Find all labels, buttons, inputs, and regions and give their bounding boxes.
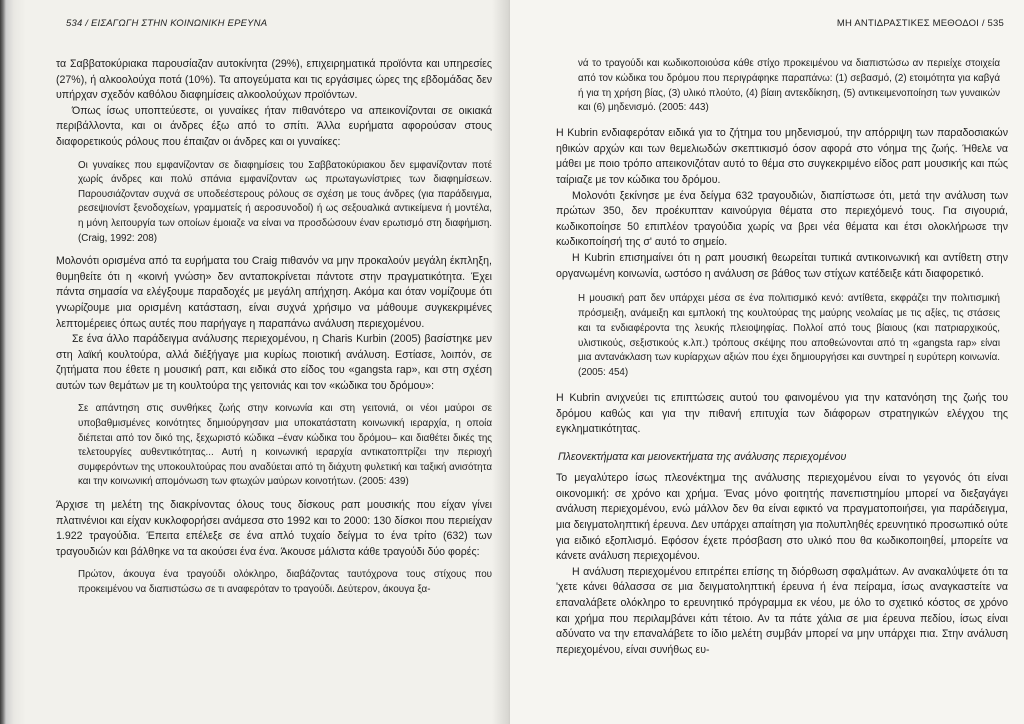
section-heading: Πλεονεκτήματα και μειονεκτήματα της ανάλυσης περιεχομένου	[558, 450, 847, 463]
left-paragraph: τα Σαββατοκύριακα παρουσίαζαν αυτοκίνητα (29%), επιχειρηματικά προϊόντα και υπηρεσίες (27%), ή αλκοολούχα ποτά (10%). Τα απογεύματα και τις εργάσιμες ώρες της εβδομάδας δεν υπήρχαν σχεδόν καθόλου διαφημίσεις αλκοολούχων προϊόντων.	[56, 58, 492, 102]
right-paragraph: Το μεγαλύτερο ίσως πλεονέκτημα της ανάλυσης περιεχομένου είναι το γεγονός ότι είναι οικονομική: σε χρόνο και χρήμα. Ένας μόνο φοιτητής πανεπιστημίου μπορεί να διεξαγάγει ανάλυση περιεχομένου, ενώ μάλλον δεν θα είναι εφικτό να πραγματοποιήσει, για παράδειγμα, μια δειγματοληπτική έρευνα. Δεν υπάρχει απαίτηση για πολυπληθές ερευνητικό προσωπικό ούτε για ειδικό εξοπλισμό. Εφόσον έχετε πρόσβαση στο υλικό που θα κωδικοποιηθεί, μπορείτε να κάνετε ανάλυση περιεχομένου.	[556, 472, 1008, 563]
block-quote-method: Πρώτον, άκουγα ένα τραγούδι ολόκληρο, διαβάζοντας ταυτόχρονα τους στίχους που προκειμένου να διαπιστώσω σε τι αναφερόταν το τραγούδι. Δεύτερον, άκουγα ξα-	[78, 569, 492, 595]
block-quote-kubrin: Η μουσική ραπ δεν υπάρχει μέσα σε ένα πολιτισμικό κενό: αντίθετα, εκφράζει την πολιτισμική πρόσμειξη, ανάμειξη και εμπλοκή της κουλτούρας της μαύρης νεολαίας με τις αξίες, τις στάσεις και τα ενδιαφέροντα της λευκής πλειοψηφίας. Πολλοί από τους βίαιους (και πατριαρχικούς, υλιστικούς, σεξιστικούς κ.λπ.) τρόπους σκέψης που αποθεώνονται από τη «gangsta rap» είναι μια αντανάκλαση των κυρίαρχων αξιών που έχει δημιουργήσει και συντηρεί η ευρύτερη κοινωνία. (2005: 454)	[578, 293, 1000, 379]
right-paragraph: Μολονότι ξεκίνησε με ένα δείγμα 632 τραγουδιών, διαπίστωσε ότι, μετά την ανάλυση των πρώτων 350, δεν προέκυπταν καινούργια θέματα στο περιεχόμενό τους. Για σιγουριά, κωδικοποίησε 50 επιπλέον τραγούδια χωρίς να βρει νέα θέματα και έτσι ολοκλήρωσε την κωδικοποίησή της σ' αυτό το σημείο.	[556, 189, 1008, 249]
left-paragraph: Όπως ίσως υποπτεύεστε, οι γυναίκες ήταν πιθανότερο να απεικονίζονται σε οικιακά περιβάλλοντα, και οι άνδρες έξω από το σπίτι. Άλλα ευρήματα αφορούσαν στους διαφορετικούς ρόλους που έπαιζαν οι άνδρες και οι γυναίκες:	[56, 104, 492, 148]
right-paragraph: Η Kubrin ενδιαφερόταν ειδικά για το ζήτημα του μηδενισμού, την απόρριψη των παραδοσιακών ηθικών αρχών και των θεμελιωδών σκεπτικισμό όσον αφορά στο νόημα της ζωής. Ήθελε να μάθει με ποιο τρόπο απεικονιζόταν αυτό το θέμα στο συγκεκριμένο είδος ραπ μουσικής και πώς ταίριαζε με τον κώδικα του δρόμου.	[556, 127, 1008, 186]
block-quote-craig: Οι γυναίκες που εμφανίζονταν σε διαφημίσεις του Σαββατοκύριακου δεν εμφανίζονταν ποτέ χωρίς άνδρες και πολύ σπάνια εμφανίζονταν ως πρωταγωνίστριες των διαφημίσεων. Παρουσιάζονταν συχνά σε υποδεέστερους ρόλους σε σχέση με τους άνδρες (για παράδειγμα, ρεσεψιονίστ ξενοδοχείων, γραμματείς ή αεροσυνοδοί) ή ως σεξουαλικά αντικείμενα ή μοντέλα, η μόνη λειτουργία των οποίων έμοιαζε να είναι να προσδώσουν έναν ερωτισμό στη διαφήμιση. (Craig, 1992: 208)	[78, 159, 492, 244]
right-paragraph: Η Kubrin ανιχνεύει τις επιπτώσεις αυτού του φαινομένου για την κατανόηση της ζωής του δρόμου καθώς και για την πιθανή επιτυχία των διάφορων στρατηγικών ελέγχου της εγκληματικότητας.	[556, 391, 1008, 436]
left-paragraph: Σε ένα άλλο παράδειγμα ανάλυσης περιεχομένου, η Charis Kurbin (2005) βασίστηκε μεν στη λαϊκή κουλτούρα, αλλά διέξήγαγε μια κυρίως ποιοτική ανάλυση. Εστίασε, λοιπόν, σε ζητήματα που έθετε η μουσική ραπ, και ειδικά στο είδος του «gangsta rap», και στη σχέση αυτών των θεμάτων με τη κουλτούρα της γειτονιάς και τον «κώδικα του δρόμου»:	[56, 333, 492, 392]
block-quote-continued: νά το τραγούδι και κωδικοποιούσα κάθε στίχο προκειμένου να διαπιστώσω αν περιείχε στοιχεία από τον κώδικα του δρόμου που περιγράφηκε παραπάνω: (1) σεβασμό, (2) ετοιμότητα για καβγά ή για τη χρήση βίας, (3) υλικό πλούτο, (4) βίαιη αντεκδίκηση, (5) αντικειμενοποίηση των γυναικών και (6) μηδενισμό. (2005: 443)	[578, 58, 1000, 114]
left-text-column	[56, 57, 492, 606]
block-quote-kurbin: Σε απάντηση στις συνθήκες ζωής στην κοινωνία και στη γειτονιά, οι νέοι μαύροι σε υποβαθμισμένες κοινότητες δημιούργησαν μια υποκατάστατη κοινωνική ιεραρχία, η οποία διέπεται από τον δικό της, ξεχωριστό κώδικα –έναν κώδικα του δρόμου– και διαθέτει δικές της τελετουργίες αυθεντικότητας... Αυτή η κοινωνική ιεραρχία αντικατοπτρίζει την περιοχή συμφερόντων της υποκουλτούρας που αναδύεται από τη διάχυτη φυλετική και ταξική ανισότητα και την κοινωνική απομόνωση των φτωχών μαύρων κοινοτήτων. (2005: 439)	[78, 403, 492, 488]
right-running-head: ΜΗ ΑΝΤΙΔΡΑΣΤΙΚΕΣ ΜΕΘΟΔΟΙ / 535	[836, 18, 1004, 29]
right-text-column	[556, 47, 1008, 658]
left-paragraph: Άρχισε τη μελέτη της διακρίνοντας όλους τους δίσκους ραπ μουσικής που είχαν γίνει πλατινένιοι και είχαν κυκλοφορήσει ανάμεσα στο 1992 και το 2000: 130 δίσκοι που περιείχαν 1.922 τραγούδια. Έπειτα επέλεξε σε ένα απλό τυχαίο δείγμα το ένα τρίτο (632) των τραγουδιών και βάλθηκε να τα ακούσει ένα ένα. Άκουσε μάλιστα κάθε τραγούδι δύο φορές:	[56, 499, 492, 558]
right-paragraph: Η ανάλυση περιεχομένου επιτρέπει επίσης τη διόρθωση σφαλμάτων. Αν ανακαλύψετε ότι τα 'χετε κάνει θάλασσα σε μια δειγματοληπτική έρευνα ή ένα πείραμα, ίσως αναγκαστείτε να επαναλάβετε ολόκληρο το ερευνητικό πρόγραμμα εκ νέου, με όλο το σχετικό κόστος σε χρόνο και χρήμα που περιλαμβάνει κάτι τέτοιο. Αν τα πάτε χάλια σε μια έρευνα πεδίου, ίσως είναι αδύνατο να την επαναλάβετε το ίδιο μελέτη συμβάν μπορεί να μην υπάρχει πια. Στην ανάλυση περιεχομένου, είναι συνήθως ευ-	[556, 565, 1008, 656]
left-page	[0, 0, 510, 724]
left-paragraph: Μολονότι ορισμένα από τα ευρήματα του Craig πιθανόν να μην προκαλούν μεγάλη έκπληξη, θυμηθείτε ότι η «κοινή γνώση» δεν ανταποκρίνεται πάντοτε στην πραγματικότητα. Έχει πάντα σημασία να ελέγξουμε παραδοχές με μεγάλη απήχηση. Ακόμα και όταν νομίζουμε ότι γνωρίζουμε μια ορισμένη κατάσταση, είναι συχνά χρήσιμο να μάθουμε συγκεκριμένες λεπτομέρειες όπως αυτές που παρήγαγε η παραπάνω ανάλυση περιεχομένου.	[56, 255, 492, 330]
right-paragraph: Η Kubrin επισημαίνει ότι η ραπ μουσική θεωρείται τυπικά αντικοινωνική και αντίθετη στην οργανωμένη κοινωνία, ωστόσο η ανάλυση σε βάθος των στίχων κατέδειξε κάτι διαφορετικό.	[556, 251, 1008, 280]
book-binding-edge	[0, 0, 26, 724]
left-running-head: 534 / ΕΙΣΑΓΩΓΗ ΣΤΗΝ ΚΟΙΝΩΝΙΚΗ ΕΡΕΥΝΑ	[66, 18, 268, 29]
right-page	[510, 0, 1024, 724]
